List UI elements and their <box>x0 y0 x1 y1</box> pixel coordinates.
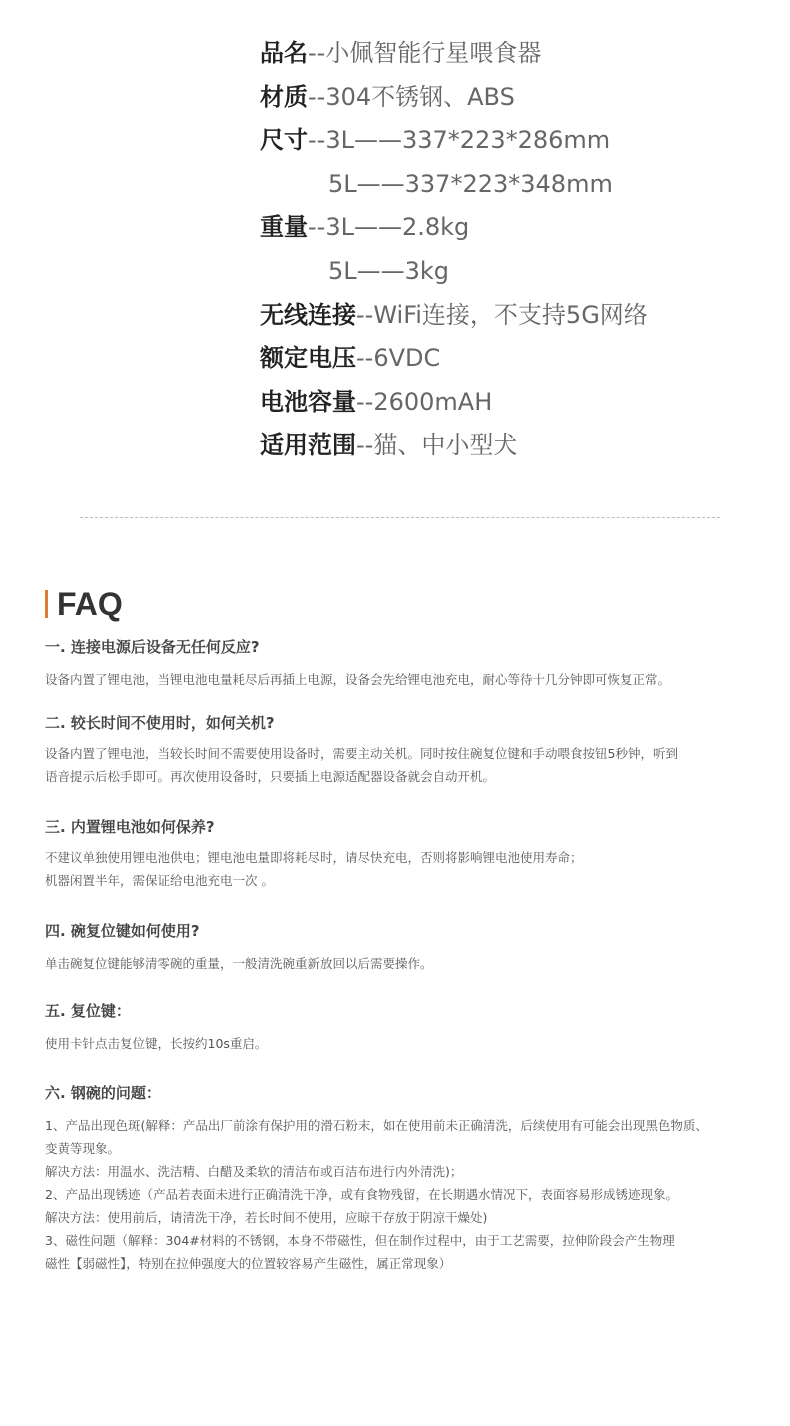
spec-row-wireless <box>260 294 780 338</box>
faq-answer <box>45 1032 765 1055</box>
faq-question: 五. 复位键： <box>45 1002 131 1020</box>
faq-accent-bar <box>45 590 48 618</box>
spec-row-battery <box>260 381 780 425</box>
spec-value: 3L——337*223*286mm <box>325 126 611 155</box>
faq-answer <box>45 742 765 788</box>
spec-separator: -- <box>356 300 374 329</box>
faq-item-1 <box>45 634 765 710</box>
spec-value: 2600mAH <box>373 387 493 416</box>
spec-separator: -- <box>356 387 374 416</box>
spec-label: 材质 <box>260 82 308 111</box>
faq-answer-line: 3、磁性问题（解释：304#材料的不锈钢，本身不带磁性，但在制作过程中，由于工艺需要，拉伸阶段会产生物理 <box>45 1233 675 1248</box>
spec-value: 304不锈钢、ABS <box>325 82 515 111</box>
faq-item-5 <box>45 998 765 1080</box>
spec-value: 5L——337*223*348mm <box>328 169 613 198</box>
faq-question: 一. 连接电源后设备无任何反应? <box>45 638 260 656</box>
spec-separator: -- <box>356 431 374 460</box>
spec-label: 尺寸 <box>260 126 308 155</box>
faq-answer <box>45 1114 765 1275</box>
faq-answer-line: 解决方法：使用前后，请清洗干净，若长时间不使用，应晾干存放于阴凉干燥处) <box>45 1210 488 1225</box>
faq-title: FAQ <box>57 585 123 622</box>
spec-row-size-5l <box>260 163 780 207</box>
spec-row-size <box>260 119 780 163</box>
faq-list <box>45 634 765 1275</box>
spec-value: 5L——3kg <box>328 256 450 285</box>
faq-answer-line: 变黄等现象。 <box>45 1141 121 1156</box>
spec-label: 适用范围 <box>260 431 356 460</box>
faq-answer <box>45 846 765 892</box>
faq-answer <box>45 668 765 691</box>
faq-answer-line: 磁性【弱磁性】，特别在拉伸强度大的位置较容易产生磁性，属正常现象） <box>45 1256 452 1271</box>
faq-answer-line: 解决方法：用温水、洗洁精、白醋及柔软的清洁布或百洁布进行内外清洗)； <box>45 1164 463 1179</box>
spec-label: 无线连接 <box>260 300 356 329</box>
faq-answer-line: 1、产品出现色斑(解释：产品出厂前涂有保护用的滑石粉末，如在使用前未正确清洗，后续使用有可能会出现黑色物质、 <box>45 1118 708 1133</box>
faq-answer-line: 使用卡针点击复位键，长按约10s重启。 <box>45 1036 268 1051</box>
spec-row-material <box>260 76 780 120</box>
faq-item-2 <box>45 710 765 814</box>
spec-row-weight <box>260 206 780 250</box>
faq-answer-line: 2、产品出现锈迹（产品若表面未进行正确清洗干净，或有食物残留，在长期遇水情况下，表面容易形成锈迹现象。 <box>45 1187 678 1202</box>
faq-question: 四. 碗复位键如何使用? <box>45 922 200 940</box>
dashed-divider <box>80 517 720 518</box>
spec-value: WiFi连接，不支持5G网络 <box>373 300 648 329</box>
spec-separator: -- <box>308 82 326 111</box>
faq-item-6 <box>45 1080 765 1275</box>
faq-answer-line: 语音提示后松手即可。再次使用设备时，只要插上电源适配器设备就会自动开机。 <box>45 769 496 784</box>
spec-value: 小佩智能行星喂食器 <box>325 39 542 67</box>
faq-header <box>45 584 123 624</box>
spec-label: 电池容量 <box>260 387 356 416</box>
spec-separator: -- <box>308 213 326 242</box>
faq-item-4 <box>45 918 765 998</box>
spec-separator: -- <box>308 126 326 155</box>
faq-answer <box>45 952 765 975</box>
faq-question: 六. 钢碗的问题： <box>45 1084 161 1102</box>
faq-answer-line: 不建议单独使用锂电池供电；锂电池电量即将耗尽时，请尽快充电，否则将影响锂电池使用寿命； <box>45 850 583 865</box>
spec-label: 重量 <box>260 213 308 242</box>
spec-separator: -- <box>308 39 326 67</box>
spec-label: 额定电压 <box>260 344 356 373</box>
faq-answer-line: 机器闲置半年，需保证给电池充电一次 。 <box>45 873 274 888</box>
faq-answer-line: 单击碗复位键能够清零碗的重量，一般清洗碗重新放回以后需要操作。 <box>45 956 433 971</box>
faq-answer-line: 设备内置了锂电池，当较长时间不需要使用设备时，需要主动关机。同时按住碗复位键和手动喂食按钮5秒钟，听到 <box>45 746 678 761</box>
spec-row-voltage <box>260 337 780 381</box>
faq-question: 二. 较长时间不使用时，如何关机? <box>45 714 275 732</box>
spec-row-applicable <box>260 424 780 468</box>
faq-answer-line: 设备内置了锂电池，当锂电池电量耗尽后再插上电源，设备会先给锂电池充电，耐心等待十几分钟即可恢复正常。 <box>45 672 671 687</box>
spec-value: 6VDC <box>373 344 441 373</box>
spec-label: 品名 <box>260 39 308 67</box>
faq-question: 三. 内置锂电池如何保养? <box>45 818 215 836</box>
spec-value: 3L——2.8kg <box>325 213 470 242</box>
spec-separator: -- <box>356 344 374 373</box>
faq-item-3 <box>45 814 765 918</box>
spec-list <box>260 32 780 468</box>
spec-value: 猫、中小型犬 <box>373 431 518 460</box>
spec-row-name <box>260 32 780 76</box>
spec-row-weight-5l <box>260 250 780 294</box>
